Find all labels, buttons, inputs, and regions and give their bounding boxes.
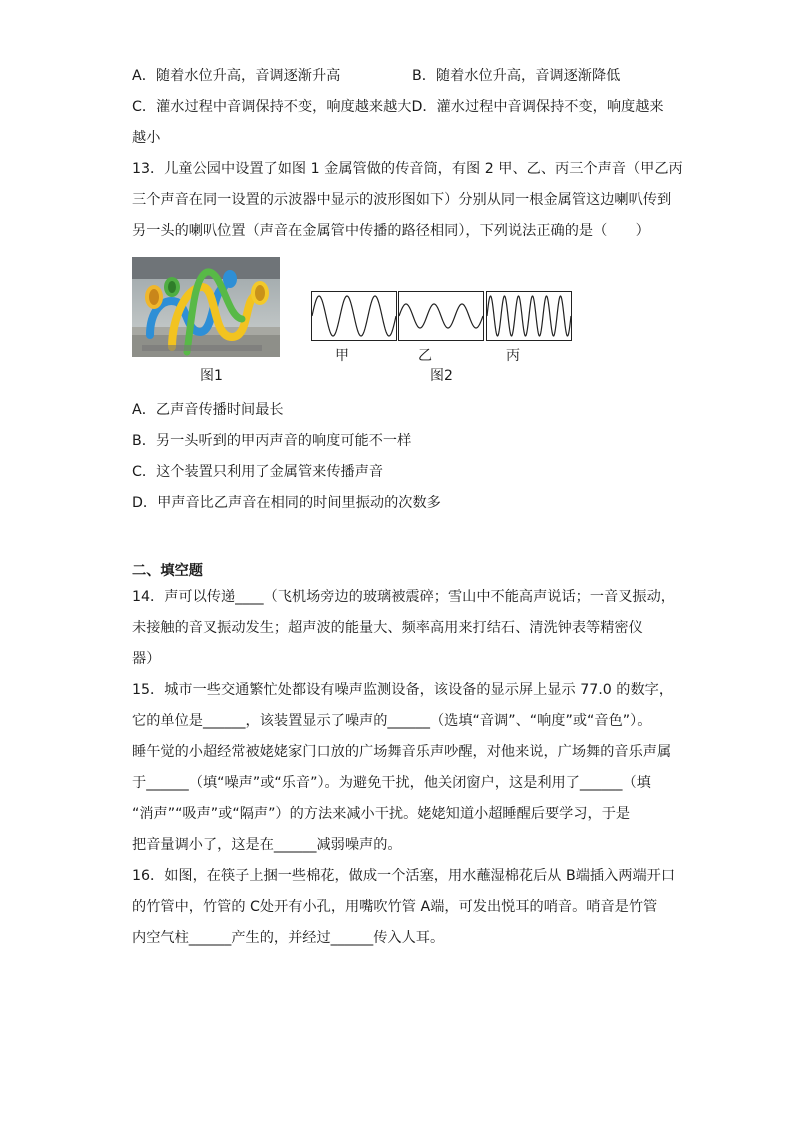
- waveform-label-yi: 乙: [418, 348, 432, 364]
- q15-line-2: 它的单位是______，该装置显示了噪声的______（选填“音调”、“响度”或“音色”）。: [132, 713, 652, 729]
- q13-option-a: A．乙声音传播时间最长: [132, 402, 284, 418]
- waveform-bing: [486, 291, 572, 341]
- figure-1-sound-tube-image: [132, 257, 280, 357]
- q12-option-d-continued: 越小: [132, 130, 161, 146]
- q13-option-b: B．另一头听到的甲丙声音的响度可能不一样: [132, 433, 412, 449]
- q15-line-3: 睡午觉的小超经常被姥姥家门口放的广场舞音乐声吵醒，对他来说，广场舞的音乐声属: [132, 744, 672, 760]
- q16-line-2: 的竹管中，竹管的 C处开有小孔，用嘴吹竹管 A端，可发出悦耳的哨音。哨音是竹管: [132, 899, 658, 915]
- waveform-jia: [311, 291, 397, 341]
- q13-stem-line-1: 13．儿童公园中设置了如图 1 金属管做的传音筒，有图 2 甲、乙、丙三个声音（甲乙丙: [132, 161, 683, 177]
- q15-line-1: 15．城市一些交通繁忙处都设有噪声监测设备，该设备的显示屏上显示 77.0 的数字，: [132, 682, 674, 698]
- q13-stem-line-3: 另一头的喇叭位置（声音在金属管中传播的路径相同），下列说法正确的是（ ）: [132, 223, 650, 239]
- q15-line-6: 把音量调小了，这是在______减弱噪声的。: [132, 837, 402, 853]
- wave-bing-curve: [487, 296, 571, 336]
- q16-line-3: 内空气柱______产生的，并经过______传入人耳。: [132, 930, 445, 946]
- q12-option-b: B．随着水位升高，音调逐渐降低: [412, 68, 621, 84]
- section-2-title: 二、填空题: [132, 563, 203, 579]
- q14-line-3: 器）: [132, 651, 161, 667]
- q12-option-cd: C．灌水过程中音调保持不变，响度越来越大D．灌水过程中音调保持不变，响度越来: [132, 99, 664, 115]
- q14-line-1: 14．声可以传递____（飞机场旁边的玻璃被震碎；雪山中不能高声说话；一音叉振动，: [132, 589, 675, 605]
- q13-option-d: D．甲声音比乙声音在相同的时间里振动的次数多: [132, 495, 441, 511]
- waveform-label-bing: 丙: [506, 348, 520, 364]
- q12-option-a: A．随着水位升高，音调逐渐升高: [132, 68, 341, 84]
- wave-jia-curve: [312, 296, 396, 336]
- q13-option-c: C．这个装置只利用了金属管来传播声音: [132, 464, 384, 480]
- q14-line-2: 未接触的音叉振动发生；超声波的能量大、频率高用来打结石、清洗钟表等精密仪: [132, 620, 643, 636]
- waveform-yi: [398, 291, 484, 341]
- q13-stem-line-2: 三个声音在同一设置的示波器中显示的波形图如下）分别从同一根金属管这边喇叭传到: [132, 192, 672, 208]
- wave-yi-curve: [399, 304, 483, 328]
- q15-line-4: 于______（填“噪声”或“乐音”）。为避免干扰，他关闭窗户，这是利用了______（填: [132, 775, 651, 791]
- q16-line-1: 16．如图，在筷子上捆一些棉花，做成一个活塞，用水蘸湿棉花后从 B端插入两端开口: [132, 868, 676, 884]
- figure-2-caption: 图2: [430, 368, 453, 384]
- waveform-label-jia: 甲: [335, 348, 349, 364]
- q15-line-5: “消声”“吸声”或“隔声”）的方法来减小干扰。姥姥知道小超睡醒后要学习，于是: [132, 806, 631, 822]
- figure-1-caption: 图1: [200, 368, 223, 384]
